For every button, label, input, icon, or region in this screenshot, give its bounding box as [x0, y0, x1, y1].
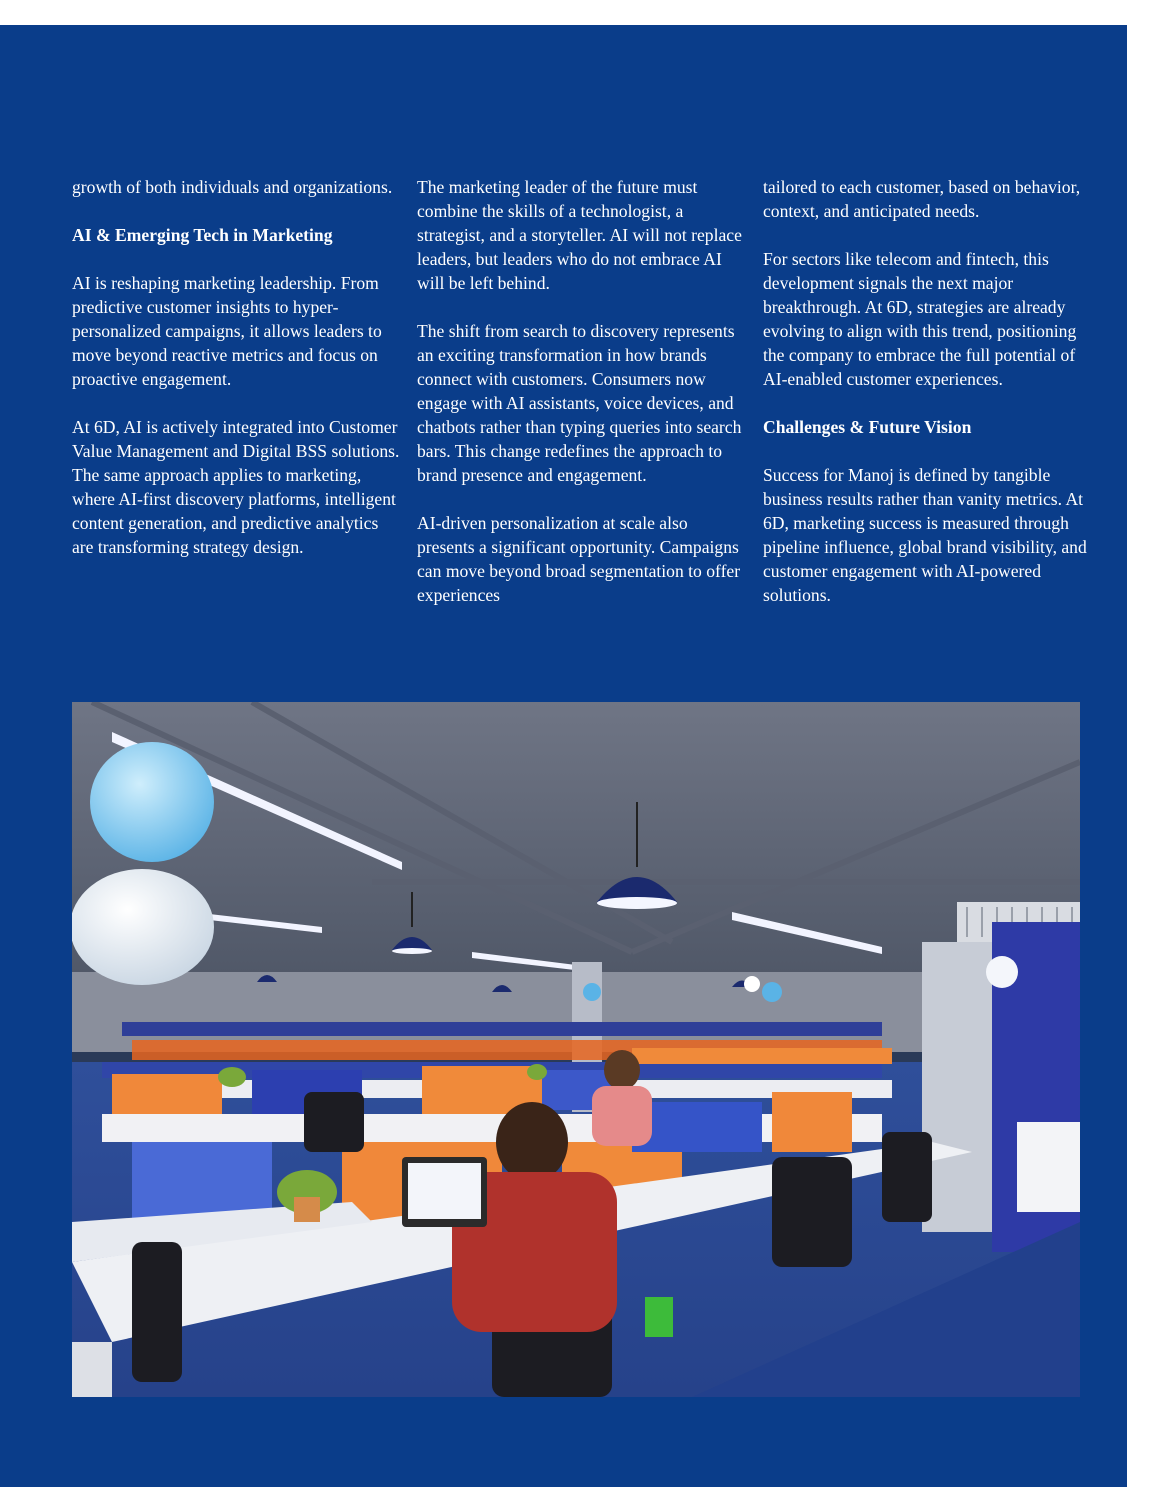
text-column-1 [72, 175, 402, 559]
paragraph: AI-driven personalization at scale also presents a significant opportunity. Campaigns can move beyond broad segmentation to offer experiences [417, 513, 741, 605]
paragraph: The shift from search to discovery represents an exciting transformation in how brands connect with customers. Consumers now engage with AI assistants, voice devices, and chatbots rather than typing queries into search bars. This change redefines the approach to brand presence and engagement. [417, 321, 742, 485]
paragraph: growth of both individuals and organizations. [72, 177, 393, 197]
paragraph: At 6D, AI is actively integrated into Customer Value Management and Digital BSS solutions. The same approach applies to marketing, where AI-first discovery platforms, intelligent content generation, and predictive analytics are transforming strategy design. [72, 417, 400, 557]
paragraph: The marketing leader of the future must combine the skills of a technologist, a strategist, and a storyteller. AI will not replace leaders, but leaders who do not embrace AI will be left behind. [417, 177, 742, 293]
paragraph: Success for Manoj is defined by tangible business results rather than vanity metrics. At 6D, marketing success is measured through pipeline influence, global brand visibility, and customer engagement with AI-powered solutions. [763, 465, 1087, 605]
paragraph: tailored to each customer, based on behavior, context, and anticipated needs. [763, 177, 1081, 221]
paragraph: For sectors like telecom and fintech, this development signals the next major breakthrough. At 6D, strategies are already evolving to align with this trend, positioning the company to embrace the full potential of AI-enabled customer experiences. [763, 249, 1077, 389]
office-photo [72, 702, 1080, 1397]
section-heading: AI & Emerging Tech in Marketing [72, 225, 333, 245]
office-illustration [72, 702, 1080, 1397]
text-column-3 [763, 175, 1093, 607]
paragraph: AI is reshaping marketing leadership. From predictive customer insights to hyper-personalized campaigns, it allows leaders to move beyond reactive metrics and focus on proactive engagement. [72, 273, 382, 389]
section-heading: Challenges & Future Vision [763, 417, 972, 437]
article-page [0, 25, 1127, 1487]
text-column-2 [417, 175, 747, 607]
